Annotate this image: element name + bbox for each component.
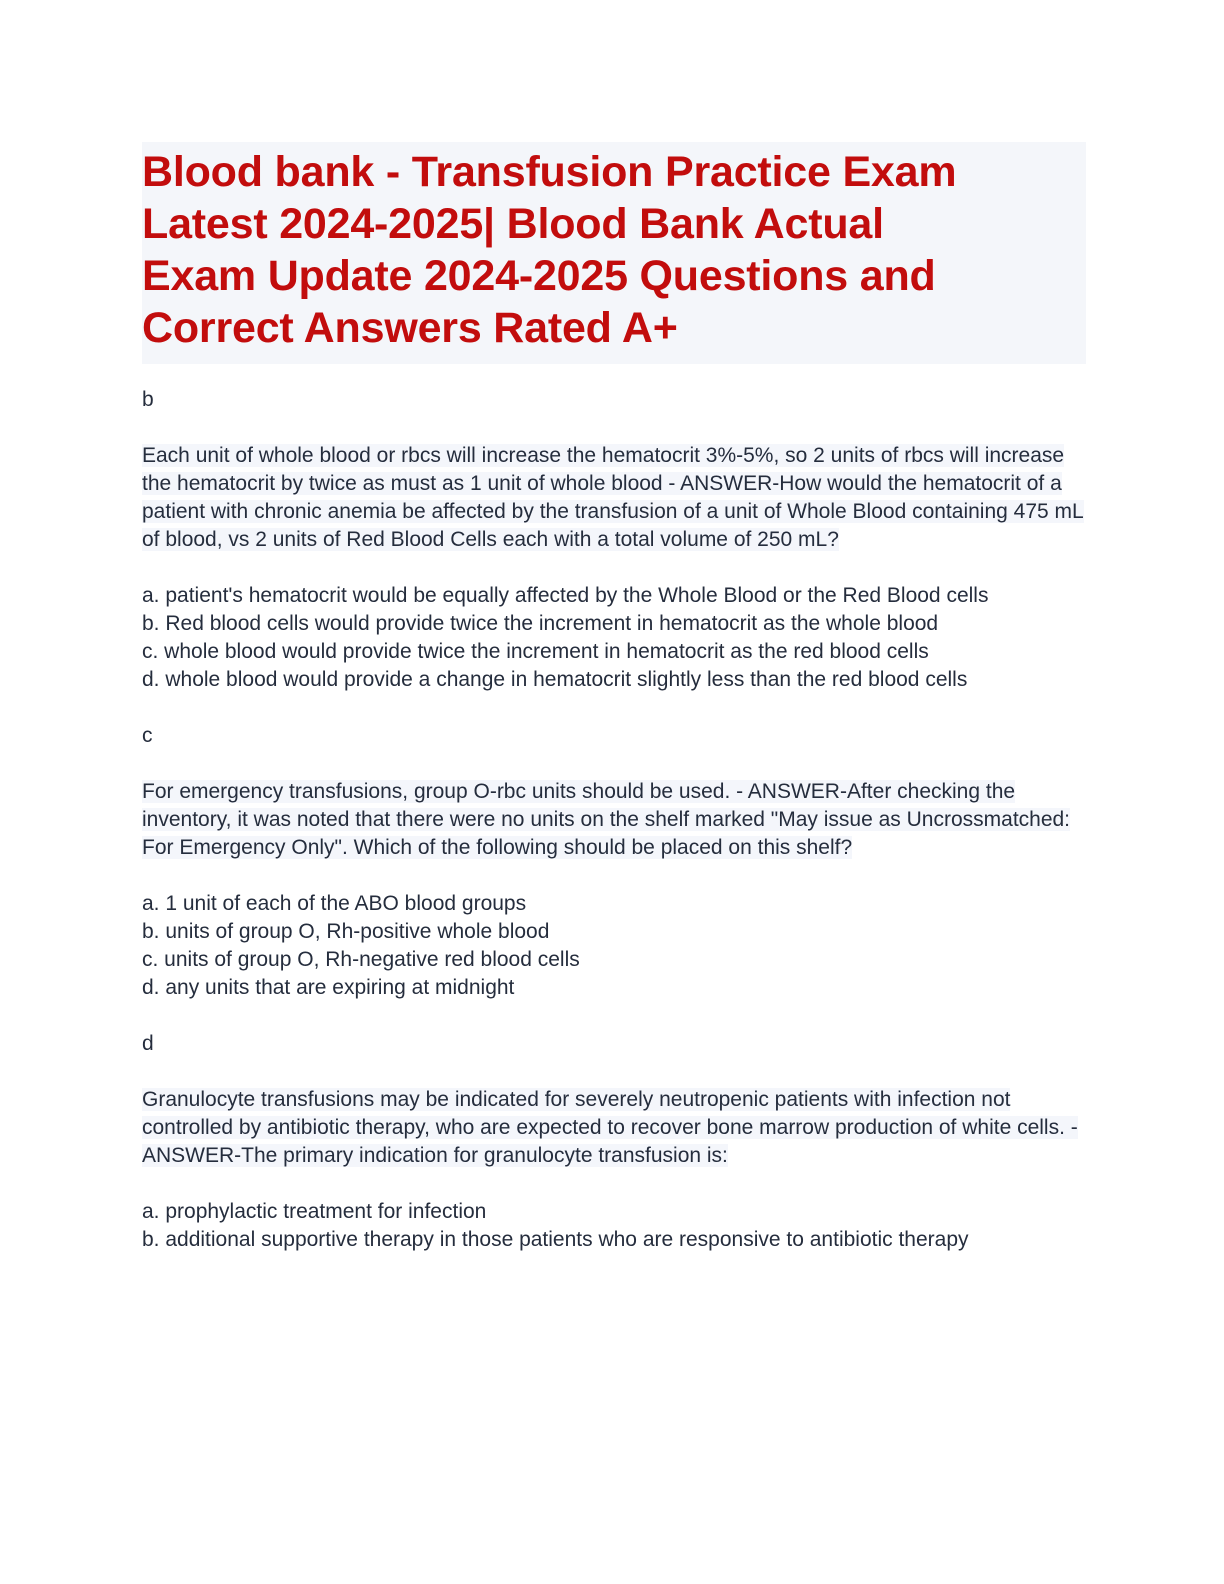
question-text [142, 778, 1086, 862]
qa-block [142, 722, 1086, 1030]
spacer [142, 694, 1086, 722]
document-body [142, 386, 1086, 1254]
option-item [142, 610, 1086, 638]
page-title-line-1: Blood bank - Transfusion Practice Exam [142, 148, 957, 196]
option-text: d. whole blood would provide a change in hematocrit slightly less than the red blood cells [142, 668, 968, 691]
option-item [142, 638, 1086, 666]
answer-key [142, 722, 1086, 750]
question-text-inner: Granulocyte transfusions may be indicated for severely neutropenic patients with infection not controlled by antibiotic therapy, who are expected to recover bone marrow production of white cells. - ANSWER-The primary indication for granulocyte transfusion is: [142, 1088, 1078, 1167]
option-text: a. prophylactic treatment for infection [142, 1200, 487, 1223]
answer-key-text: b [142, 388, 154, 411]
option-text: c. units of group O, Rh-negative red blood cells [142, 948, 580, 971]
answer-key [142, 1030, 1086, 1058]
option-item [142, 1198, 1086, 1226]
option-text: b. units of group O, Rh-positive whole blood [142, 920, 550, 943]
answer-key-text: c [142, 724, 153, 747]
option-list [142, 582, 1086, 694]
qa-block [142, 386, 1086, 722]
option-text: a. 1 unit of each of the ABO blood groups [142, 892, 527, 915]
answer-key-text: d [142, 1032, 154, 1055]
option-list [142, 1198, 1086, 1254]
spacer [142, 1170, 1086, 1198]
question-text-inner: For emergency transfusions, group O-rbc units should be used. - ANSWER-After checking the inventory, it was noted that there were no units on the shelf marked "May issue as Uncrossmatched: For Emergency Only". Which of the following should be placed on this shelf? [142, 780, 1071, 859]
question-text [142, 1086, 1086, 1170]
option-item [142, 946, 1086, 974]
option-text: d. any units that are expiring at midnight [142, 976, 515, 999]
spacer [142, 414, 1086, 442]
question-text [142, 442, 1086, 554]
option-list [142, 890, 1086, 1002]
option-text: b. Red blood cells would provide twice the increment in hematocrit as the whole blood [142, 612, 939, 635]
option-item [142, 918, 1086, 946]
page-title-line-3: Exam Update 2024-2025 Questions and [142, 252, 936, 300]
spacer [142, 1058, 1086, 1086]
option-text: a. patient's hematocrit would be equally affected by the Whole Blood or the Red Blood cells [142, 584, 989, 607]
spacer [142, 1002, 1086, 1030]
qa-block [142, 1030, 1086, 1254]
option-item [142, 1226, 1086, 1254]
option-item [142, 582, 1086, 610]
question-text-inner: Each unit of whole blood or rbcs will increase the hematocrit 3%-5%, so 2 units of rbcs will increase the hematocrit by twice as must as 1 unit of whole blood - ANSWER-How would the hematocrit of a patient with chronic anemia be affected by the transfusion of a unit of Whole Blood containing 475 mL of blood, vs 2 units of Red Blood Cells each with a total volume of 250 mL? [142, 444, 1084, 551]
option-item [142, 666, 1086, 694]
answer-key [142, 386, 1086, 414]
option-text: b. additional supportive therapy in those patients who are responsive to antibiotic therapy [142, 1228, 969, 1251]
page-title-line-4: Correct Answers Rated A+ [142, 304, 678, 352]
spacer [142, 554, 1086, 582]
page-title-line-2: Latest 2024-2025| Blood Bank Actual [142, 200, 884, 248]
option-item [142, 890, 1086, 918]
spacer [142, 862, 1086, 890]
page-title [142, 142, 1086, 364]
option-text: c. whole blood would provide twice the increment in hematocrit as the red blood cells [142, 640, 929, 663]
spacer [142, 750, 1086, 778]
option-item [142, 974, 1086, 1002]
